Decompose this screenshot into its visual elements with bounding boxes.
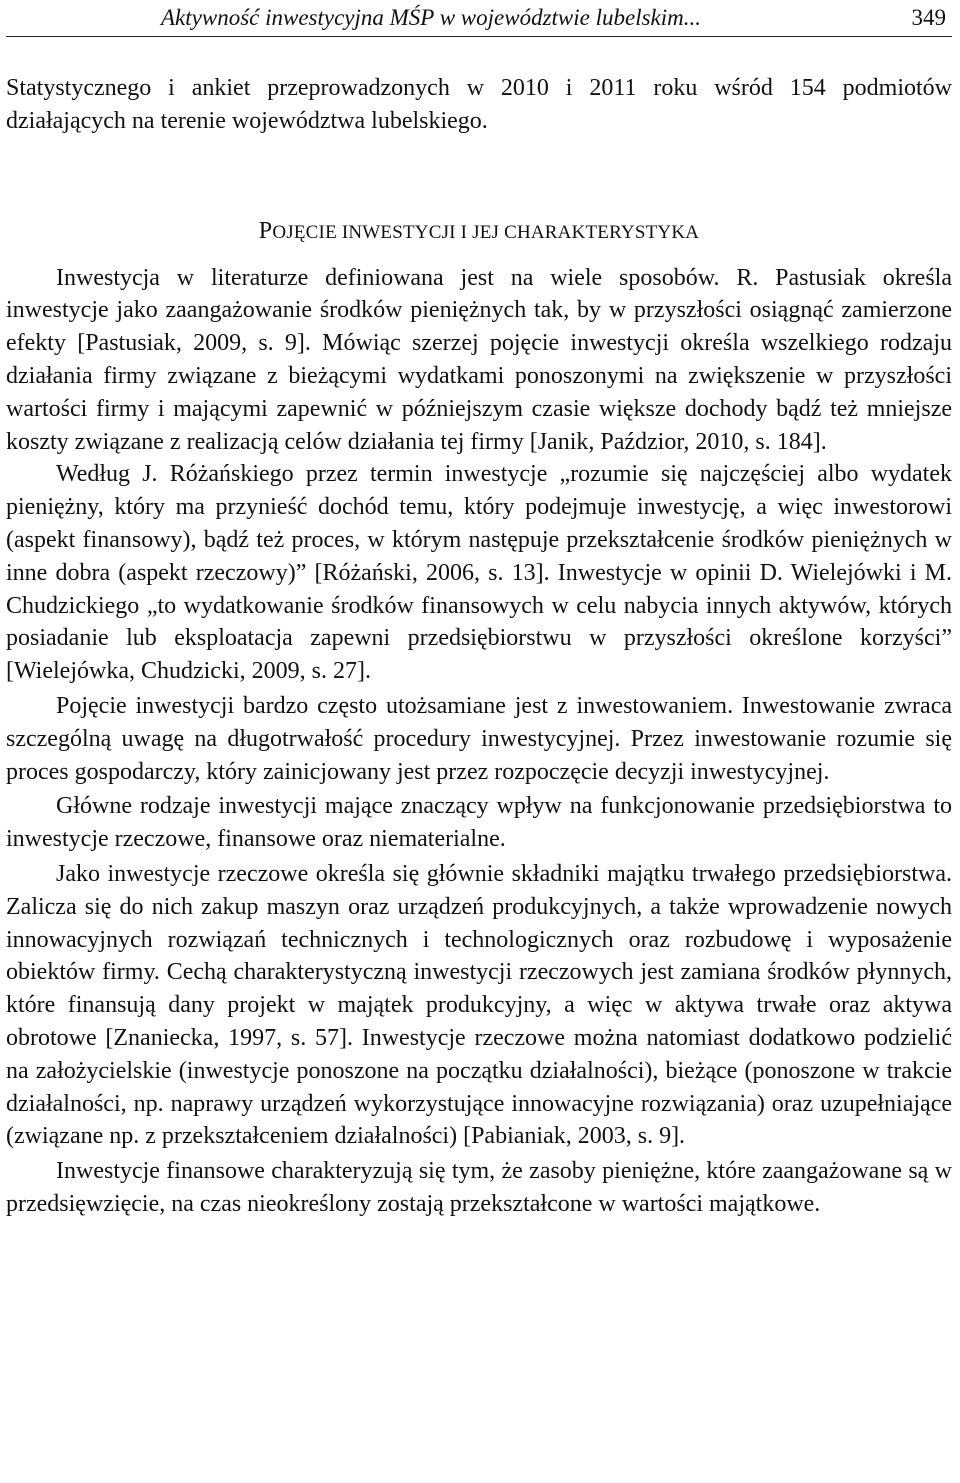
- paragraph: Jako inwestycje rzeczowe określa się głównie składniki majątku trwałego przedsiębiorstwa. Zalicza się do nich zakup maszyn oraz urządzeń produkcyjnych, a także wprowadzenie nowych innowacyjnych rozwiązań technicznych i technologicznych oraz rozbudowę i wyposażenie obiektów firmy. Cechą charakterystyczną inwestycji rzeczowych jest zamiana środków płynnych, które finansują dany projekt w majątek produkcyjny, a więc w aktywa trwałe oraz aktywa obrotowe [Znaniecka, 1997, s. 57]. Inwestycje rzeczowe można natomiast dodatkowo podzielić na założycielskie (inwestycje ponoszone na początku działalności), bieżące (ponoszone w trakcie działalności, np. naprawy urządzeń wykorzystujące innowacyjne rozwiązania) oraz uzupełniające (związane np. z przekształceniem działalności) [Pabianiak, 2003, s. 9].: [6, 860, 952, 1150]
- document-page: [6, 0, 952, 1221]
- paragraph: Pojęcie inwestycji bardzo często utożsamiane jest z inwestowaniem. Inwestowanie zwraca szczególną uwagę na długotrwałość procedury inwestycyjnej. Przez inwestowanie rozumie się proces gospodarczy, który zainicjowany jest przez rozpoczęcie decyzji inwestycyjnej.: [6, 692, 952, 785]
- section-heading-rest: OJĘCIE INWESTYCJI I JEJ CHARAKTERYSTYKA: [272, 221, 700, 243]
- paragraph: Inwestycja w literaturze definiowana jest na wiele sposobów. R. Pastusiak określa inwestycje jako zaangażowanie środków pieniężnych tak, by w przyszłości osiągnąć zamierzone efekty [Pastusiak, 2009, s. 9]. Mówiąc szerzej pojęcie inwestycji określa wszelkiego rodzaju działania firmy związane z bieżącymi wydatkami ponoszonymi na zwiększenie w przyszłości wartości firmy i mającymi zapewnić w późniejszym czasie większe dochody bądź też mniejsze koszty związane z realizacją celów działania tej firmy [Janik, Paździor, 2010, s. 184].: [6, 264, 952, 455]
- paragraph: Główne rodzaje inwestycji mające znaczący wpływ na funkcjonowanie przedsiębiorstwa to inwestycje rzeczowe, finansowe oraz niematerialne.: [6, 793, 952, 853]
- section-heading-initial: P: [258, 217, 273, 244]
- section-heading: [6, 216, 952, 248]
- paragraph: Według J. Różańskiego przez termin inwestycje „rozumie się najczęściej albo wydatek pieniężny, który ma przynieść dochód temu, który podejmuje inwestycję, a więc inwestorowi (aspekt finansowy), bądź też proces, w którym następuje przekształcenie środków pieniężnych w inne dobra (aspekt rzeczowy)” [Różański, 2006, s. 13]. Inwestycje w opinii D. Wielejówki i M. Chudzickiego „to wydatkowanie środków finansowych w celu nabycia innych aktywów, których posiadanie lub eksploatacja zapewni przedsiębiorstwu w przyszłości określone korzyści” [Wielejówka, Chudzicki, 2009, s. 27].: [6, 461, 952, 685]
- page-number: 349: [911, 5, 946, 30]
- paragraph: Inwestycje finansowe charakteryzują się tym, że zasoby pieniężne, które zaangażowane są w przedsięwzięcie, na czas nieokreślony zostają przekształcone w wartości majątkowe.: [6, 1158, 952, 1217]
- running-title: Aktywność inwestycyjna MŚP w województwie lubelskim...: [161, 5, 701, 30]
- running-header: [6, 0, 952, 37]
- intro-paragraph: Statystycznego i ankiet przeprowadzonych w 2010 i 2011 roku wśród 154 podmiotów działających na terenie województwa lubelskiego.: [6, 75, 952, 134]
- body-text: [6, 72, 952, 1221]
